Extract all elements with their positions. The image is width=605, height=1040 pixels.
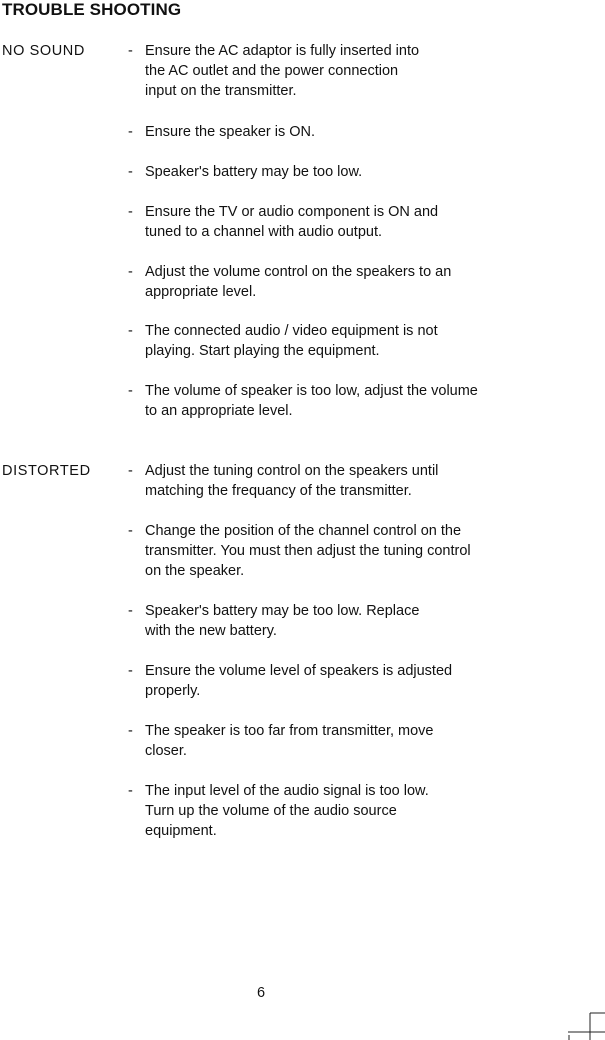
- bullet-dash: -: [128, 264, 133, 280]
- list-item-text: Ensure the AC adaptor is fully inserted into the AC outlet and the power connection input on the transmitter.: [145, 43, 420, 99]
- list-item-text: Ensure the volume level of speakers is adjusted properly.: [145, 663, 453, 699]
- list-item-text: Adjust the volume control on the speakers to an appropriate level.: [145, 264, 452, 300]
- list-item-text: The volume of speaker is too low, adjust the volume to an appropriate level.: [145, 383, 478, 419]
- bullet-dash: -: [128, 164, 133, 180]
- bullet-dash: -: [128, 523, 133, 539]
- section-label-distorted: DISTORTED: [2, 463, 91, 479]
- list-item-text: Ensure the speaker is ON.: [145, 124, 316, 140]
- bullet-dash: -: [128, 463, 133, 479]
- bullet-dash: -: [128, 663, 133, 679]
- list-item-text: Ensure the TV or audio component is ON and tuned to a channel with audio output.: [145, 204, 439, 240]
- bullet-dash: -: [128, 124, 133, 140]
- page-title: TROUBLE SHOOTING: [2, 0, 182, 19]
- bullet-dash: -: [128, 204, 133, 220]
- bullet-dash: -: [128, 383, 133, 399]
- section-label-no-sound: NO SOUND: [2, 43, 85, 59]
- bullet-dash: -: [128, 43, 133, 59]
- list-item-text: The input level of the audio signal is too low. Turn up the volume of the audio source equipment.: [145, 783, 429, 839]
- bullet-dash: -: [128, 603, 133, 619]
- bullet-dash: -: [128, 783, 133, 799]
- bullet-dash: -: [128, 723, 133, 739]
- bullet-dash: -: [128, 323, 133, 339]
- list-item-text: Adjust the tuning control on the speakers until matching the frequancy of the transmitter.: [145, 463, 439, 499]
- crop-mark: [568, 1010, 605, 1040]
- list-item-text: Change the position of the channel control on the transmitter. You must then adjust the tuning control on the speaker.: [145, 523, 471, 579]
- list-item-text: Speaker's battery may be too low. Replace with the new battery.: [145, 603, 420, 639]
- list-item-text: The speaker is too far from transmitter, move closer.: [145, 723, 434, 759]
- list-item-text: The connected audio / video equipment is not playing. Start playing the equipment.: [145, 323, 438, 359]
- list-item-text: Speaker's battery may be too low.: [145, 164, 363, 180]
- page-number: 6: [257, 985, 266, 1001]
